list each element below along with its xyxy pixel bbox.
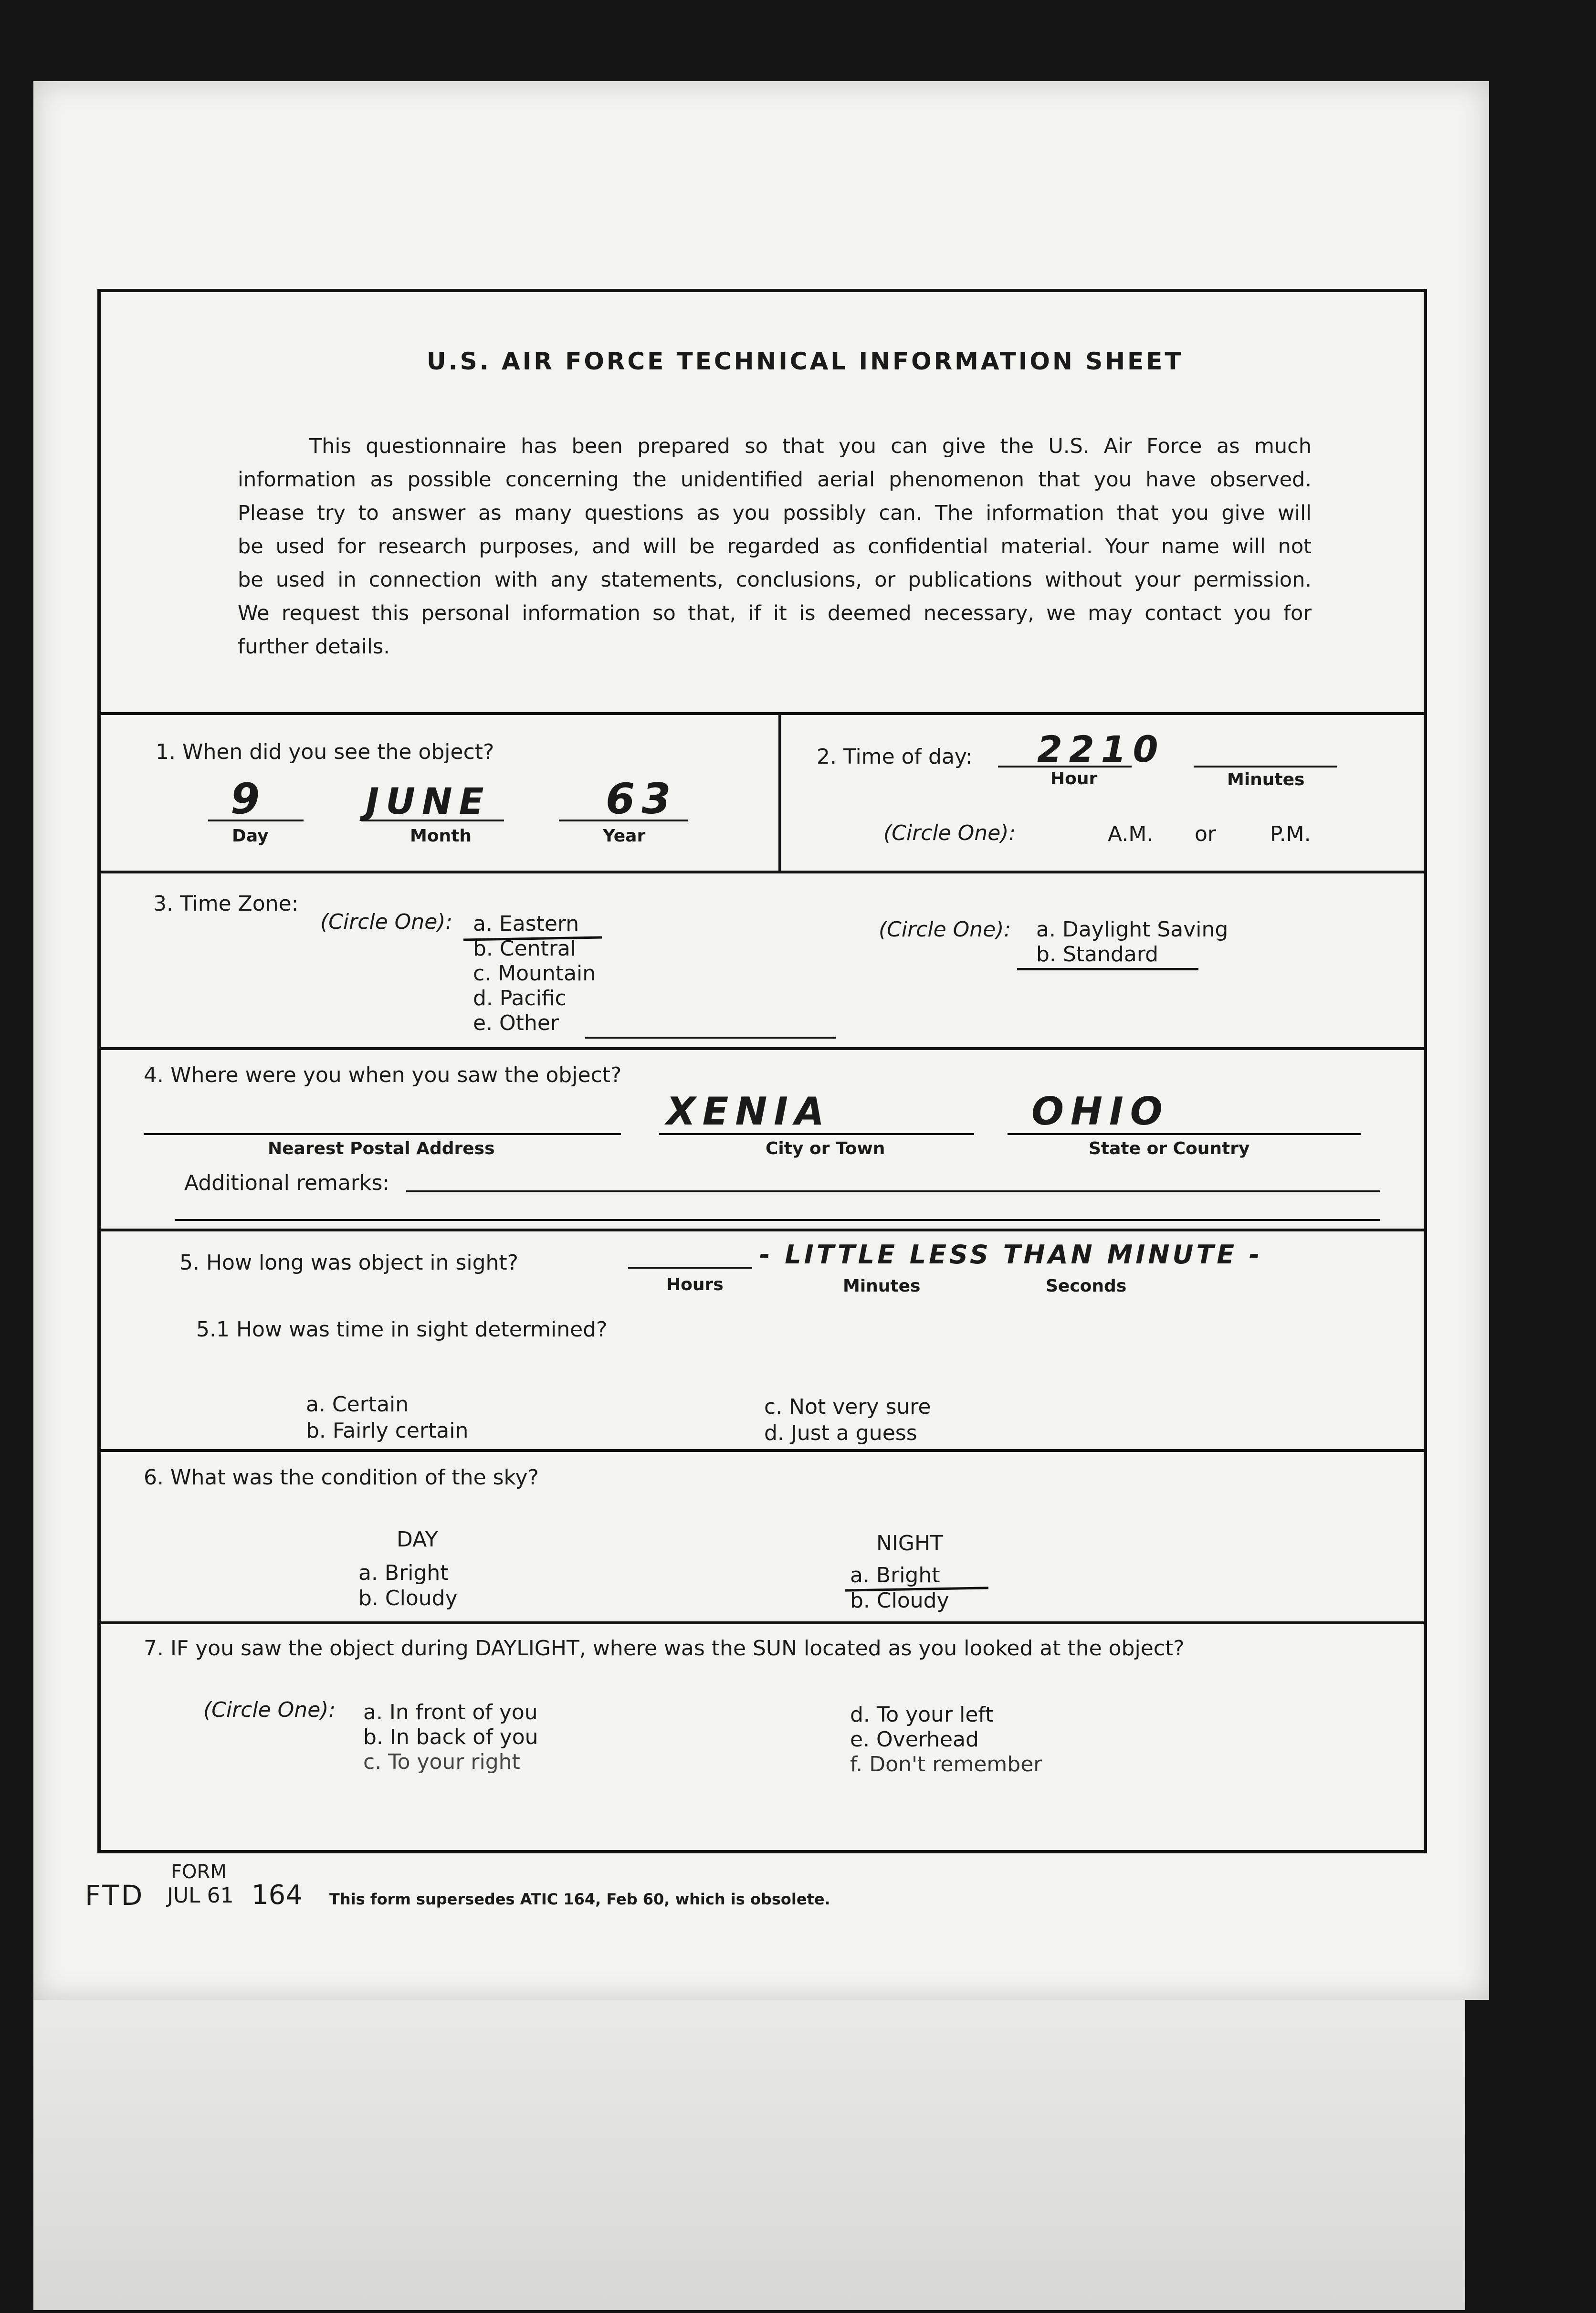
q1-month-label: Month [410,826,472,846]
q2-hour-line [998,766,1132,767]
q7-label: 7. IF you saw the object during DAYLIGHT, where was the SUN located as you looked at the object? [144,1636,1185,1661]
footer-date-code: JUL 61 [167,1883,234,1908]
q7-option-back[interactable]: b. In back of you [363,1725,538,1749]
q4-city-line [659,1133,974,1135]
q2-minutes-label: Minutes [1227,770,1305,789]
q1-day-label: Day [232,826,269,846]
q1-month-line [361,820,504,821]
section-divider [101,1229,1424,1231]
q5-hours-label: Hours [666,1275,724,1294]
form-title: U.S. AIR FORCE TECHNICAL INFORMATION SHEET [427,347,1184,375]
q6-day-cloudy[interactable]: b. Cloudy [358,1586,458,1610]
q2-circle-label: (Circle One): [883,821,1016,845]
intro-line: Please try to answer as many questions as you possibly can. The information that you give will [238,501,1312,525]
intro-paragraph [238,430,1312,663]
q1-label: 1. When did you see the object? [156,740,494,764]
paper-lower-margin [33,2000,1465,2310]
intro-line: We request this personal information so that, if it is deemed necessary, we may contact you for [238,601,1312,625]
q7-option-right[interactable]: c. To your right [363,1750,520,1774]
q3-zone-eastern[interactable]: a. Eastern [473,912,579,936]
q5-option-just-guess[interactable]: d. Just a guess [764,1421,917,1445]
footer-form-word: FORM [171,1861,227,1883]
q4-state-line [1008,1133,1361,1135]
q5-hours-line [628,1267,752,1269]
q4-postal-label: Nearest Postal Address [268,1139,495,1158]
intro-line: information as possible concerning the unidentified aerial phenomenon that you have observed. [238,468,1312,492]
q4-city-value: XENIA [666,1089,831,1134]
q7-circle-label: (Circle One): [203,1698,336,1722]
q5-duration-value: - LITTLE LESS THAN MINUTE - [759,1240,1263,1270]
q2-am-option[interactable]: A.M. [1108,822,1154,846]
q4-postal-line [144,1133,621,1135]
q4-city-label: City or Town [766,1139,885,1158]
q5-option-fairly-certain[interactable]: b. Fairly certain [306,1419,469,1443]
q5-sub-label: 5.1 How was time in sight determined? [196,1317,608,1342]
q3-standard[interactable]: b. Standard [1036,942,1159,967]
q2-minutes-line [1194,766,1337,767]
q6-day-heading: DAY [397,1527,438,1552]
intro-line: be used in connection with any statements, conclusions, or publications without your permission. [238,568,1312,592]
q7-option-overhead[interactable]: e. Overhead [850,1727,979,1752]
q5-option-not-very-sure[interactable]: c. Not very sure [764,1395,931,1419]
q3-circle-left: (Circle One): [320,910,453,934]
section-divider [101,1621,1424,1624]
q3-circle-right: (Circle One): [879,917,1011,942]
q7-option-front[interactable]: a. In front of you [363,1700,538,1724]
q3-daylight-saving[interactable]: a. Daylight Saving [1036,917,1228,942]
q1-year-label: Year [603,826,646,846]
q5-minutes-label: Minutes [843,1276,921,1296]
q1-day-line [208,820,304,821]
q1-year-line [559,820,688,821]
footer-supersede-note: This form supersedes ATIC 164, Feb 60, which is obsolete. [329,1890,830,1908]
q3-label: 3. Time Zone: [153,892,299,916]
q1-year-value: 63 [606,774,678,823]
q5-seconds-label: Seconds [1046,1276,1127,1296]
intro-line: further details. [238,635,390,659]
q6-night-bright[interactable]: a. Bright [850,1563,940,1588]
section-divider [101,1047,1424,1050]
q3-zone-other[interactable]: e. Other [473,1011,559,1035]
q5-option-certain[interactable]: a. Certain [306,1392,409,1417]
q6-night-heading: NIGHT [876,1531,943,1556]
q3-zone-mountain[interactable]: c. Mountain [473,961,596,986]
section-divider [101,712,1424,715]
q6-night-cloudy[interactable]: b. Cloudy [850,1588,949,1613]
q4-remarks-label: Additional remarks: [184,1171,390,1195]
q6-day-bright[interactable]: a. Bright [358,1561,449,1585]
q4-state-value: OHIO [1031,1089,1169,1134]
footer-form-number: 164 [252,1880,303,1911]
q7-option-left[interactable]: d. To your left [850,1703,994,1727]
q2-hour-label: Hour [1050,769,1098,789]
q4-remarks-line [406,1190,1380,1192]
q2-or-text: or [1195,822,1217,846]
q4-remarks-line-2 [175,1219,1380,1221]
intro-line: This questionnaire has been prepared so that you can give the U.S. Air Force as much [309,434,1312,458]
section-divider [101,1449,1424,1452]
q7-option-dont-remember[interactable]: f. Don't remember [850,1752,1042,1777]
q5-label: 5. How long was object in sight? [179,1251,518,1275]
q2-pm-option[interactable]: P.M. [1270,822,1311,846]
q6-label: 6. What was the condition of the sky? [144,1465,539,1490]
q2-hour-value: 2210 [1037,728,1165,770]
q4-state-label: State or Country [1089,1139,1250,1158]
section-divider [778,712,781,871]
footer-ftd: FTD [85,1879,145,1912]
q3-standard-mark [1017,968,1198,970]
q3-zone-pacific[interactable]: d. Pacific [473,986,567,1010]
q3-other-line [585,1037,836,1039]
section-divider [101,871,1424,873]
q1-day-value: 9 [231,774,267,823]
q4-label: 4. Where were you when you saw the object? [144,1063,622,1087]
q3-zone-central[interactable]: b. Central [473,936,577,961]
q2-label: 2. Time of day: [817,745,973,769]
technical-information-form [97,289,1427,1853]
intro-line: be used for research purposes, and will be regarded as confidential material. Your name will not [238,535,1312,558]
q1-month-value: JUNE [366,780,491,822]
